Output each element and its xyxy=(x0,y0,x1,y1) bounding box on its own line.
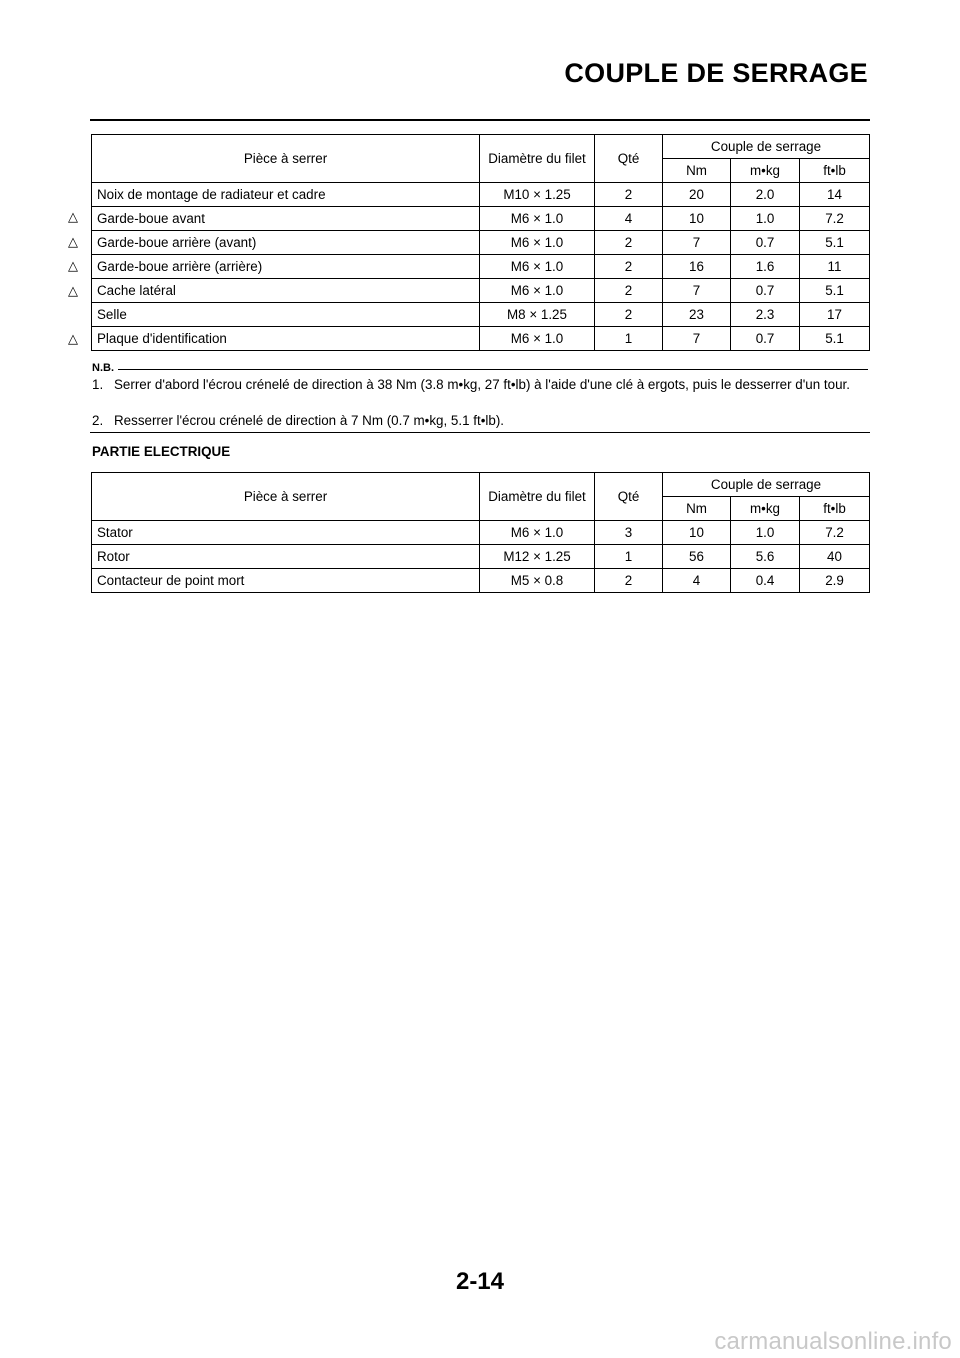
cell-mkg: 2.3 xyxy=(731,303,800,327)
change-marker-icon: △ xyxy=(68,331,78,347)
cell-nm: 16 xyxy=(663,255,731,279)
torque-table-main xyxy=(91,134,870,351)
cell-part: Garde-boue avant xyxy=(92,207,480,231)
note-divider-bottom xyxy=(90,432,870,433)
cell-mkg: 0.7 xyxy=(731,327,800,351)
table-row xyxy=(92,303,870,327)
table-row xyxy=(92,183,870,207)
cell-ftlb: 5.1 xyxy=(800,327,870,351)
cell-ftlb: 2.9 xyxy=(800,569,870,593)
note-item xyxy=(92,376,868,394)
cell-nm: 10 xyxy=(663,207,731,231)
cell-mkg: 0.7 xyxy=(731,231,800,255)
note-item xyxy=(92,412,868,430)
cell-mkg: 2.0 xyxy=(731,183,800,207)
cell-nm: 56 xyxy=(663,545,731,569)
header-ftlb: ft•lb xyxy=(800,159,870,183)
cell-part: Stator xyxy=(92,521,480,545)
watermark: carmanualsonline.info xyxy=(714,1328,952,1355)
cell-thread: M6 × 1.0 xyxy=(480,327,595,351)
cell-qty: 2 xyxy=(595,183,663,207)
cell-nm: 7 xyxy=(663,231,731,255)
header-qty: Qté xyxy=(595,473,663,521)
title-divider xyxy=(90,119,870,121)
cell-thread: M6 × 1.0 xyxy=(480,521,595,545)
cell-qty: 2 xyxy=(595,569,663,593)
cell-part: Garde-boue arrière (arrière) xyxy=(92,255,480,279)
change-marker-icon: △ xyxy=(68,209,78,225)
cell-ftlb: 7.2 xyxy=(800,207,870,231)
cell-mkg: 1.6 xyxy=(731,255,800,279)
cell-mkg: 1.0 xyxy=(731,207,800,231)
note-label: N.B. xyxy=(92,362,114,374)
cell-qty: 1 xyxy=(595,327,663,351)
cell-part: Noix de montage de radiateur et cadre xyxy=(92,183,480,207)
cell-thread: M10 × 1.25 xyxy=(480,183,595,207)
cell-thread: M6 × 1.0 xyxy=(480,255,595,279)
cell-qty: 4 xyxy=(595,207,663,231)
cell-mkg: 5.6 xyxy=(731,545,800,569)
header-part: Pièce à serrer xyxy=(92,473,480,521)
cell-thread: M6 × 1.0 xyxy=(480,207,595,231)
cell-nm: 20 xyxy=(663,183,731,207)
header-nm: Nm xyxy=(663,497,731,521)
table-row xyxy=(92,231,870,255)
cell-thread: M5 × 0.8 xyxy=(480,569,595,593)
cell-mkg: 0.4 xyxy=(731,569,800,593)
cell-part: Cache latéral xyxy=(92,279,480,303)
header-thread: Diamètre du filet xyxy=(480,473,595,521)
cell-thread: M12 × 1.25 xyxy=(480,545,595,569)
page-number: 2-14 xyxy=(455,1268,505,1295)
cell-ftlb: 40 xyxy=(800,545,870,569)
header-mkg: m•kg xyxy=(731,497,800,521)
header-qty: Qté xyxy=(595,135,663,183)
cell-ftlb: 11 xyxy=(800,255,870,279)
cell-part: Plaque d'identification xyxy=(92,327,480,351)
cell-nm: 7 xyxy=(663,327,731,351)
cell-ftlb: 17 xyxy=(800,303,870,327)
torque-table-electrical xyxy=(91,472,870,593)
cell-part: Garde-boue arrière (avant) xyxy=(92,231,480,255)
change-marker-icon: △ xyxy=(68,258,78,274)
cell-ftlb: 5.1 xyxy=(800,231,870,255)
note-item-text: Resserrer l'écrou crénelé de direction à 7 Nm (0.7 m•kg, 5.1 ft•lb). xyxy=(114,413,505,428)
cell-thread: M8 × 1.25 xyxy=(480,303,595,327)
cell-qty: 2 xyxy=(595,303,663,327)
change-marker-icon: △ xyxy=(68,282,78,298)
cell-thread: M6 × 1.0 xyxy=(480,231,595,255)
table-row xyxy=(92,255,870,279)
note-divider-top xyxy=(118,369,868,370)
cell-ftlb: 7.2 xyxy=(800,521,870,545)
table-row xyxy=(92,545,870,569)
table-row xyxy=(92,521,870,545)
cell-qty: 2 xyxy=(595,231,663,255)
cell-nm: 10 xyxy=(663,521,731,545)
cell-mkg: 1.0 xyxy=(731,521,800,545)
header-ftlb: ft•lb xyxy=(800,497,870,521)
table-row xyxy=(92,279,870,303)
header-part: Pièce à serrer xyxy=(92,135,480,183)
cell-qty: 1 xyxy=(595,545,663,569)
note-item-text: Serrer d'abord l'écrou crénelé de direction à 38 Nm (3.8 m•kg, 27 ft•lb) à l'aide d'une clé à ergots, puis le desserrer d'un tour. xyxy=(114,377,850,392)
cell-nm: 4 xyxy=(663,569,731,593)
cell-nm: 23 xyxy=(663,303,731,327)
cell-ftlb: 14 xyxy=(800,183,870,207)
note-item-number: 2. xyxy=(92,413,104,428)
cell-thread: M6 × 1.0 xyxy=(480,279,595,303)
change-marker-icon: △ xyxy=(68,233,78,249)
header-torque: Couple de serrage xyxy=(663,473,870,497)
cell-qty: 3 xyxy=(595,521,663,545)
table-row xyxy=(92,327,870,351)
note-item-number: 1. xyxy=(92,377,104,392)
cell-part: Selle xyxy=(92,303,480,327)
header-mkg: m•kg xyxy=(731,159,800,183)
table-row xyxy=(92,207,870,231)
cell-part: Contacteur de point mort xyxy=(92,569,480,593)
header-thread: Diamètre du filet xyxy=(480,135,595,183)
cell-qty: 2 xyxy=(595,279,663,303)
cell-ftlb: 5.1 xyxy=(800,279,870,303)
header-torque: Couple de serrage xyxy=(663,135,870,159)
page-title: COUPLE DE SERRAGE xyxy=(564,58,868,88)
header-nm: Nm xyxy=(663,159,731,183)
section-heading-electrical: PARTIE ELECTRIQUE xyxy=(92,444,231,459)
table-row xyxy=(92,569,870,593)
cell-nm: 7 xyxy=(663,279,731,303)
cell-qty: 2 xyxy=(595,255,663,279)
cell-mkg: 0.7 xyxy=(731,279,800,303)
cell-part: Rotor xyxy=(92,545,480,569)
